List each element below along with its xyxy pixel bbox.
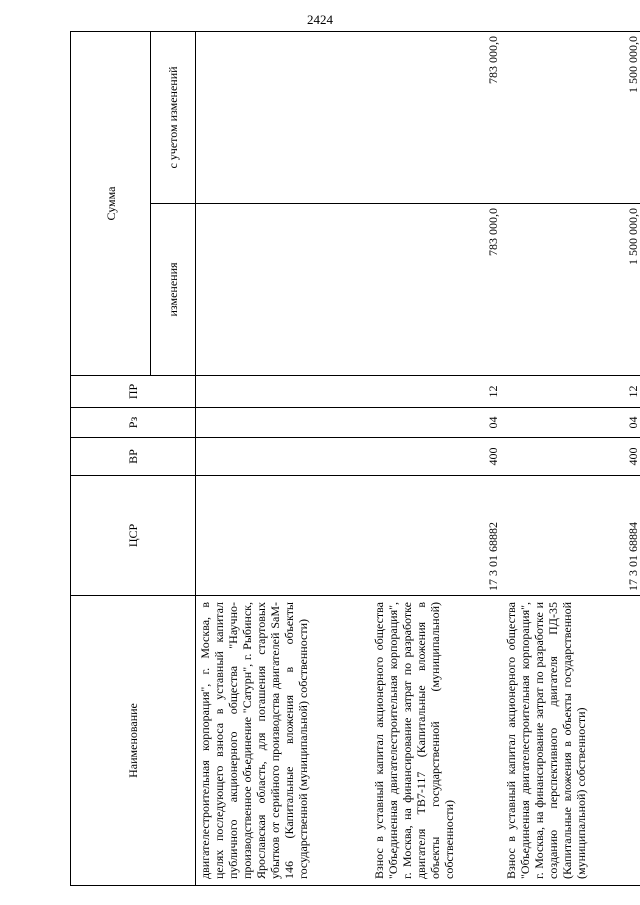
row-pr: 12: [370, 376, 502, 408]
row-csr: 17 3 01 68884: [502, 476, 640, 596]
row-vr: 400: [502, 438, 640, 476]
row-pr: 12: [502, 376, 640, 408]
page-number: 2424: [307, 12, 333, 27]
header-csr: ЦСР: [71, 476, 196, 596]
row-name: Взнос в уставный капитал акционерного общества "Объединенная двигателестроительная корпорация", г. Москва, на финансирование затрат по разработке и созданию перспективного двигателя ПД-35 (Капитальные вложения в объекты государственной (муниципальной) собственности): [502, 596, 640, 886]
row-vr: 400: [370, 438, 502, 476]
row-rz: [196, 408, 370, 438]
row-pr: [196, 376, 370, 408]
row-csr: 17 3 01 68882: [370, 476, 502, 596]
header-pr: ПР: [71, 376, 196, 408]
budget-table-container: [70, 32, 640, 886]
rotated-page: [70, 32, 640, 886]
budget-table: [70, 31, 640, 886]
row-with-change: [196, 31, 370, 203]
row-change: 1 500 000,0: [502, 204, 640, 376]
row-with-change: 783 000,0: [370, 31, 502, 203]
row-rz: 04: [370, 408, 502, 438]
row-name: Взнос в уставный капитал акционерного общества "Объединенная двигателестроительная корпорация", г. Москва, на финансирование затрат по разработке двигателя ТВ7-117 (Капитальные вложения в объекты государственной (муниципальной) собственности): [370, 596, 502, 886]
header-with-change: с учетом изменений: [151, 31, 196, 203]
row-change: 783 000,0: [370, 204, 502, 376]
row-vr: [196, 438, 370, 476]
header-vr: ВР: [71, 438, 196, 476]
header-sum: Сумма: [71, 31, 151, 375]
row-with-change: 1 500 000,0: [502, 31, 640, 203]
row-csr: [196, 476, 370, 596]
table-row: [196, 31, 370, 885]
row-change: [196, 204, 370, 376]
header-name: Наименование: [71, 596, 196, 886]
header-rz: Рз: [71, 408, 196, 438]
table-row: [370, 31, 502, 885]
row-name: двигателестроительная корпорация", г. Москва, в целях последующего взноса в уставный капитал публичного акционерного общества "Научно-производственное объединение "Сатурн", г. Рыбинск, Ярославская область, для погашения стартовых убытков от серийного производства двигателей SaM-146 (Капитальные вложения в объекты государственной (муниципальной) собственности): [196, 596, 370, 886]
table-row: [502, 31, 640, 885]
row-rz: 04: [502, 408, 640, 438]
header-change: изменения: [151, 204, 196, 376]
